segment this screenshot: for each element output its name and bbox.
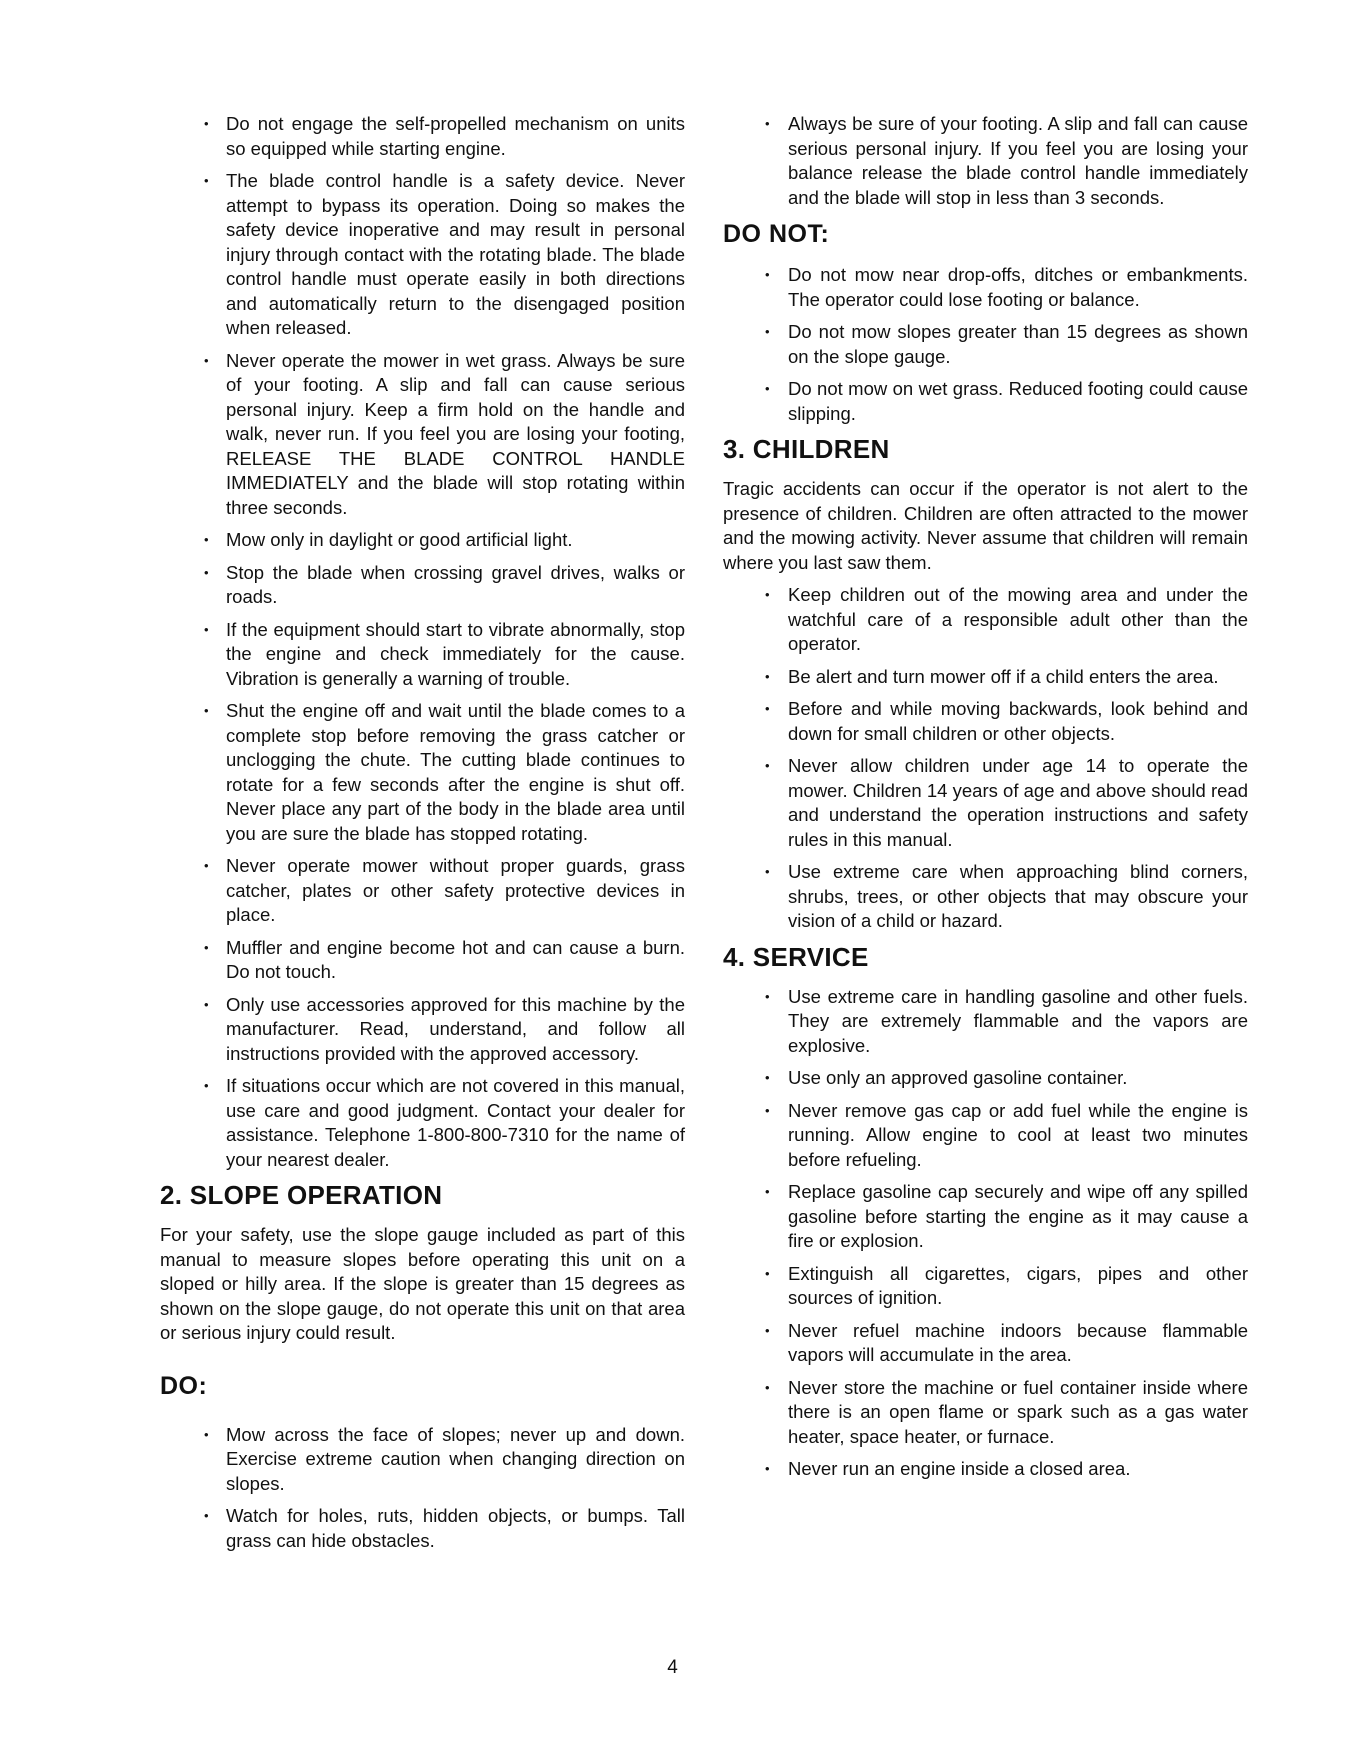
bullet-item [723, 320, 1248, 369]
bullet-dot-icon: • [765, 381, 770, 396]
bullet-item [160, 112, 685, 161]
bullet-item [160, 618, 685, 692]
children-paragraph: Tragic accidents can occur if the operator is not alert to the presence of children. Children are often attracted to the mower and the mowing activity. Never assume that children will remain where you last saw them. [723, 478, 1248, 573]
bullet-item [160, 699, 685, 846]
bullet-dot-icon: • [204, 1078, 209, 1093]
bullet-text: Extinguish all cigarettes, cigars, pipes and other sources of ignition. [788, 1262, 1248, 1308]
bullet-item [723, 112, 1248, 210]
bullet-dot-icon: • [765, 1379, 770, 1395]
bullet-text: Only use accessories approved for this machine by the manufacturer. Read, understand, and follow all instructions provided with the approved accessory. [226, 993, 685, 1064]
bullet-text: Never operate the mower in wet grass. Always be sure of your footing. A slip and fall can cause serious personal injury. Keep a firm hold on the handle and walk, never run. If you feel you are losing your footing, RELEASE THE BLADE CONTROL HANDLE IMMEDIATELY and the blade will stop rotating within three seconds. [226, 349, 685, 518]
bullet-dot-icon: • [765, 864, 770, 879]
bullet-text: Be alert and turn mower off if a child enters the area. [788, 665, 1219, 687]
bullet-text: Shut the engine off and wait until the blade comes to a complete stop before removing the grass catcher or unclogging the chute. The cutting blade continues to rotate for a few seconds after the engine is shut off. Never place any part of the body in the blade area until you are sure the blade has stopped rotating. [226, 700, 685, 844]
bullet-dot-icon: • [204, 564, 209, 580]
bullet-text: Do not engage the self-propelled mechanism on units so equipped while starting engine. [226, 113, 685, 159]
bullet-dot-icon: • [204, 858, 209, 873]
bullet-text: Never run an engine inside a closed area. [788, 1458, 1131, 1479]
bullet-dot-icon: • [765, 668, 770, 684]
bullet-dot-icon: • [204, 1426, 209, 1442]
section-heading-service: 4. SERVICE [723, 941, 869, 972]
bullet-dot-icon: • [765, 1184, 770, 1199]
bullet-dot-icon: • [765, 701, 770, 716]
bullet-text: Before and while moving backwards, look behind and down for small children or other objects. [788, 698, 1248, 744]
bullet-item [160, 936, 685, 985]
bullet-item [723, 377, 1248, 426]
bullet-item [160, 854, 685, 928]
bullet-text: Use extreme care in handling gasoline and other fuels. They are extremely flammable and the vapors are explosive. [788, 985, 1248, 1056]
bullet-dot-icon: • [204, 173, 209, 188]
bullet-text: Do not mow on wet grass. Reduced footing could cause slipping. [788, 378, 1248, 424]
bullet-text: Never store the machine or fuel container inside where there is an open flame or spark such as a gas water heater, space heater, or furnace. [788, 1376, 1248, 1447]
footing-bullet-list [723, 112, 1248, 210]
bullet-text: Never remove gas cap or add fuel while the engine is running. Allow engine to cool at least two minutes before refueling. [788, 1099, 1248, 1170]
bullet-text: If situations occur which are not covered in this manual, use care and good judgment. Contact your dealer for assistance. Telephone 1-800-800-7310 for the name of your nearest dealer. [226, 1075, 685, 1170]
bullet-item [160, 169, 685, 341]
do-bullet-list [160, 1423, 685, 1554]
bullet-dot-icon: • [204, 352, 209, 368]
bullet-text: Muffler and engine become hot and can cause a burn. Do not touch. [226, 936, 685, 982]
left-column [160, 112, 685, 1561]
bullet-dot-icon: • [765, 267, 770, 282]
bullet-item [723, 697, 1248, 746]
bullet-text: Never operate mower without proper guards, grass catcher, plates or other safety protective devices in place. [226, 855, 685, 925]
bullet-item [723, 985, 1248, 1059]
bullet-text: Always be sure of your footing. A slip and fall can cause serious personal injury. If you feel you are losing your balance release the blade control handle immediately and the blade will stop in less than 3 seconds. [788, 113, 1248, 208]
bullet-item [160, 349, 685, 521]
do-not-heading: DO NOT: [723, 220, 830, 248]
bullet-text: Watch for holes, ruts, hidden objects, or bumps. Tall grass can hide obstacles. [226, 1505, 685, 1551]
bullet-text: Keep children out of the mowing area and under the watchful care of a responsible adult other than the operator. [788, 584, 1248, 654]
bullet-item [723, 583, 1248, 657]
bullet-item [160, 1423, 685, 1497]
bullet-dot-icon: • [765, 1265, 770, 1281]
service-bullet-list [723, 985, 1248, 1482]
do-heading: DO: [160, 1371, 208, 1400]
bullet-item [723, 1262, 1248, 1311]
bullet-dot-icon: • [765, 758, 770, 773]
bullet-item [723, 1066, 1248, 1091]
bullet-text: If the equipment should start to vibrate abnormally, stop the engine and check immediately for the cause. Vibration is generally a warning of trouble. [226, 618, 685, 689]
bullet-dot-icon: • [765, 324, 770, 339]
bullet-text: Use only an approved gasoline container. [788, 1067, 1128, 1088]
bullet-text: Never refuel machine indoors because flammable vapors will accumulate in the area. [788, 1319, 1248, 1365]
bullet-dot-icon: • [204, 621, 209, 637]
bullet-item [723, 1457, 1248, 1482]
bullet-item [160, 993, 685, 1067]
section-heading-children: 3. CHILDREN [723, 434, 890, 464]
bullet-dot-icon: • [204, 116, 209, 131]
bullet-text: Do not mow slopes greater than 15 degrees as shown on the slope gauge. [788, 321, 1248, 367]
bullet-text: Never allow children under age 14 to operate the mower. Children 14 years of age and above should read and understand the operation instructions and safety rules in this manual. [788, 755, 1248, 850]
bullet-dot-icon: • [204, 532, 209, 547]
bullet-item [160, 528, 685, 553]
bullet-item [723, 1099, 1248, 1173]
bullet-dot-icon: • [204, 996, 209, 1012]
children-bullet-list [723, 583, 1248, 934]
bullet-text: Mow only in daylight or good artificial light. [226, 529, 573, 550]
bullet-dot-icon: • [204, 939, 209, 955]
bullet-text: Do not mow near drop-offs, ditches or embankments. The operator could lose footing or balance. [788, 264, 1248, 310]
bullet-text: Replace gasoline cap securely and wipe off any spilled gasoline before starting the engine as it may cause a fire or explosion. [788, 1181, 1248, 1251]
bullet-dot-icon: • [765, 1070, 770, 1085]
bullet-dot-icon: • [765, 1322, 770, 1338]
bullet-item [723, 860, 1248, 934]
bullet-text: Stop the blade when crossing gravel drives, walks or roads. [226, 561, 685, 607]
bullet-dot-icon: • [765, 116, 770, 131]
bullet-dot-icon: • [765, 587, 770, 602]
bullet-text: Mow across the face of slopes; never up and down. Exercise extreme caution when changing direction on slopes. [226, 1423, 685, 1494]
page-number: 4 [667, 1657, 678, 1678]
bullet-dot-icon: • [204, 1508, 209, 1523]
bullet-dot-icon: • [765, 988, 770, 1004]
bullet-dot-icon: • [765, 1102, 770, 1118]
bullet-item [723, 665, 1248, 690]
bullet-item [723, 263, 1248, 312]
slope-paragraph: For your safety, use the slope gauge included as part of this manual to measure slopes before operating this unit on a sloped or hilly area. If the slope is greater than 15 degrees as shown on the slope gauge, do not operate this unit on that area or serious injury could result. [160, 1224, 685, 1343]
do-not-bullet-list [723, 263, 1248, 426]
bullet-item [160, 1074, 685, 1172]
bullet-text: Use extreme care when approaching blind corners, shrubs, trees, or other objects that may obscure your vision of a child or hazard. [788, 861, 1248, 931]
bullet-text: The blade control handle is a safety device. Never attempt to bypass its operation. Doing so makes the safety device inoperative and may result in personal injury through contact with the rotating blade. The blade control handle must operate easily in both directions and automatically return to the disengaged position when released. [226, 170, 685, 338]
bullet-dot-icon: • [765, 1461, 770, 1476]
bullet-item [160, 1504, 685, 1553]
section-heading-slope-operation: 2. SLOPE OPERATION [160, 1180, 443, 1210]
bullet-item [160, 561, 685, 610]
bullet-item [723, 754, 1248, 852]
bullet-dot-icon: • [204, 703, 209, 718]
bullet-item [723, 1376, 1248, 1450]
bullet-item [723, 1180, 1248, 1254]
right-column [723, 112, 1248, 1490]
bullet-item [723, 1319, 1248, 1368]
safety-bullet-list [160, 112, 685, 1172]
